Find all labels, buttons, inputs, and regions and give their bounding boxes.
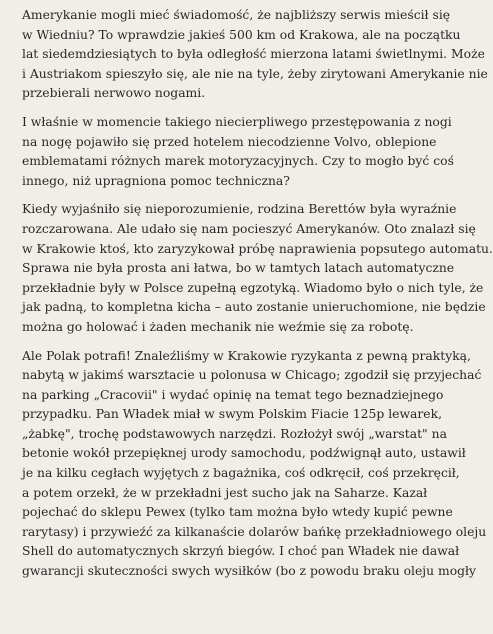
text-line: przypadku. Pan Władek miał w swym Polskim Fiacie 125p lewarek, [22,407,443,422]
text-line: gwarancji skuteczności swych wysiłków (bo z powodu braku oleju mogły [22,564,477,579]
text-line: w Krakowie ktoś, kto zaryzykował próbę naprawienia popsutego automatu. [22,241,493,256]
text-line: pojechać do sklepu Pewex (tylko tam można było wtedy kupić pewne [22,505,453,520]
text-line: nabytą w jakimś warsztacie u polonusa w Chicago; zgodził się przyjechać [22,368,482,383]
text-line: w Wiedniu? To wprawdzie jakieś 500 km od Krakowa, ale na początku [22,27,461,42]
text-line: Kiedy wyjaśniło się nieporozumienie, rodzina Berettów była wyraźnie [22,202,457,217]
text-line: Sprawa nie była prosta ani łatwa, bo w tamtych latach automatyczne [22,261,455,276]
paragraph [22,113,454,191]
text-line: rozczarowana. Ale udało się nam pocieszyć Amerykanów. Oto znalazł się [22,221,476,236]
text-line: lat siedemdziesiątych to była odległość mierzona latami świetlnymi. Może [22,47,485,62]
paragraph [22,200,493,337]
text-line: na parking „Cracovii" i wydać opinię na temat tego beznadziejnego [22,387,444,402]
paragraph [22,6,488,104]
text-line: przebierali nerwowo nogami. [22,86,206,101]
paragraph [22,347,487,582]
text-line: można go holować i żaden mechanik nie weźmie się za robotę. [22,319,414,334]
text-line: I właśnie w momencie takiego niecierpliwego przestępowania z nogi [22,114,452,129]
text-line: innego, niż upragniona pomoc techniczna? [22,173,290,188]
text-line: na nogę pojawiło się przed hotelem niecodzienne Volvo, oblepione [22,134,437,149]
text-line: Shell do automatycznych skrzyń biegów. I choć pan Władek nie dawał [22,544,460,559]
text-line: a potem orzekł, że w przekładni jest sucho jak na Saharze. Kazał [22,485,428,500]
text-line: emblematami różnych marek motoryzacyjnych. Czy to mogło być coś [22,154,454,169]
text-line: Amerykanie mogli mieć świadomość, że najbliższy serwis mieścił się [22,8,451,22]
body-text [22,6,493,591]
text-line: przekładnie były w Polsce zupełną egzotyką. Wiadomo było o nich tyle, że [22,280,484,295]
text-line: betonie wokół przepięknej urody samochodu, podźwignął auto, ustawił [22,446,466,461]
text-line: Ale Polak potrafi! Znaleźliśmy w Krakowie ryzykanta z pewną praktyką, [22,348,471,363]
text-line: i Austriakom spieszyło się, ale nie na tyle, żeby zirytowani Amerykanie nie [22,66,488,81]
text-line: rarytasy) i przywieźć za kilkanaście dolarów bańkę przekładniowego oleju [22,524,487,539]
text-line: jak padną, to kompletna kicha – auto zostanie unieruchomione, nie będzie [22,300,486,315]
text-line: je na kilku cegłach wyjętych z bagażnika, coś odkręcił, coś przekręcił, [22,466,460,481]
text-line: „żabkę", trochę podstawowych narzędzi. Rozłożył swój „warstat" na [22,426,447,441]
